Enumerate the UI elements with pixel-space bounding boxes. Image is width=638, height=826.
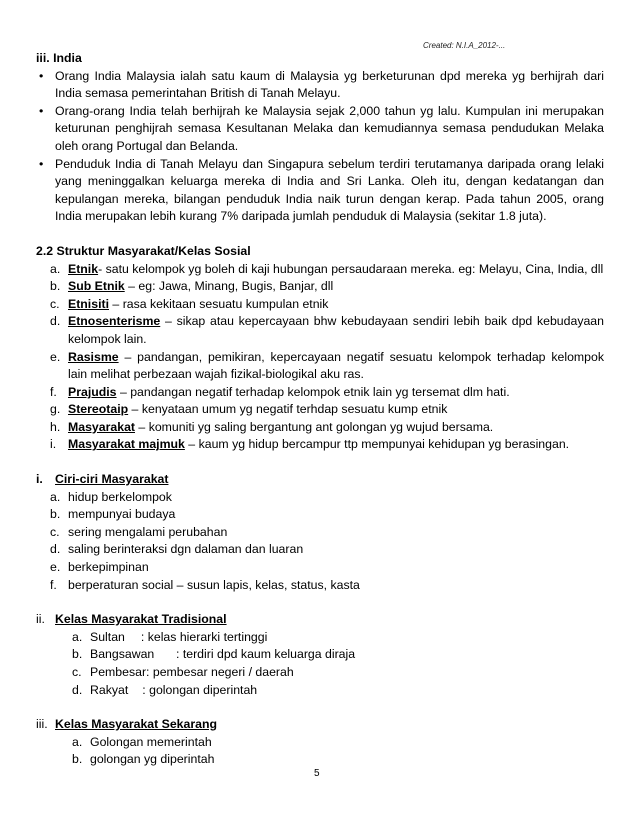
struktur-item-text <box>68 296 604 314</box>
item-marker: b. <box>72 752 83 767</box>
struktur-heading: 2.2 Struktur Masyarakat/Kelas Sosial <box>36 243 251 258</box>
tradisional-heading-row <box>36 611 604 629</box>
ciri-item-text: mempunyai budaya <box>68 507 176 522</box>
sekarang-heading: Kelas Masyarakat Sekarang <box>55 717 218 732</box>
india-bullet-text: Penduduk India di Tanah Melayu dan Singapura sebelum terdiri terutamanya daripada orang lelaki yang meninggalkan keluarga mereka di India and Sri Lanka. Oleh itu, dengan kedatangan dan kepulangan mereka, bilangan penduduk India naik turun dengan kerap. Pada tahun 2005, orang India merupakan lebih kurang 7% daripada jumlah penduduk di Malaysia (sekitar 1.8 juta). <box>55 156 604 224</box>
section-marker: ii. <box>36 612 45 627</box>
struktur-item <box>36 436 604 454</box>
section-marker: iii. <box>36 717 48 732</box>
term-separator: – <box>184 437 199 452</box>
page-content <box>36 50 604 769</box>
item-marker: f. <box>50 384 57 399</box>
bullet-icon: • <box>39 103 44 118</box>
section-marker: i. <box>36 472 43 487</box>
spacer <box>36 226 604 243</box>
struktur-item <box>36 419 604 437</box>
india-heading: iii. India <box>36 51 82 65</box>
page-number: 5 <box>314 768 320 779</box>
created-note: Created: N.I.A_2012-... <box>423 41 506 50</box>
struktur-item-text <box>68 436 604 454</box>
india-bullet-text: Orang-orang India telah berhijrah ke Malaysia sejak 2,000 tahun yg lalu. Kumpulan ini merupakan keturunan penghijrah semasa Kesultanan Melaka dan kemudiannya semasa pendudukan Melaka oleh orang Portugal dan Belanda. <box>55 103 604 153</box>
item-marker: e. <box>50 349 61 364</box>
item-marker: c. <box>50 524 60 539</box>
item-marker: a. <box>72 629 83 644</box>
struktur-term: Stereotaip <box>68 402 129 417</box>
item-marker: d. <box>72 682 83 697</box>
tradisional-term: Rakyat <box>90 682 129 697</box>
item-marker: b. <box>50 279 61 294</box>
term-separator: – <box>135 419 149 434</box>
sekarang-item-text: golongan yg diperintah <box>90 752 215 767</box>
struktur-desc: pandangan negatif terhadap kelompok etnik lain yg tersemat dlm hati. <box>130 384 510 399</box>
tradisional-list <box>36 629 604 699</box>
ciri-item-text: sering mengalami perubahan <box>68 524 228 539</box>
struktur-term: Etnosenterisme <box>68 314 161 329</box>
item-marker: d. <box>50 314 61 329</box>
term-separator: – <box>118 349 138 364</box>
tradisional-item-text <box>90 646 604 664</box>
tradisional-desc: : pembesar negeri / daerah <box>146 665 294 679</box>
tradisional-term: Bangsawan <box>90 647 155 662</box>
tradisional-desc: : terdiri dpd kaum keluarga diraja <box>176 647 356 662</box>
struktur-item <box>36 296 604 314</box>
struktur-desc: pandangan, pemikiran, kepercayaan negatif sesuatu kelompok terhadap kelompok lain melihat perbezaan wajah fizikal-biologikal aku ras. <box>68 349 604 382</box>
ciri-item <box>36 577 604 595</box>
ciri-item <box>36 541 604 559</box>
india-bullet <box>36 156 604 226</box>
item-marker: b. <box>50 507 61 522</box>
term-separator: – <box>116 384 131 399</box>
term-separator: – <box>124 279 139 294</box>
item-marker: i. <box>50 437 57 452</box>
struktur-desc: kenyataan umum yg negatif terhdap sesuatu kump etnik <box>141 402 448 417</box>
struktur-desc: sikap atau kepercayaan bhw kebudayaan sendiri lebih baik dpd kebudayaan kelompok lain. <box>68 314 604 346</box>
struktur-desc: komuniti yg saling bergantung ant golongan yg wujud bersama. <box>148 419 494 434</box>
tradisional-item-text <box>90 682 604 700</box>
item-marker: e. <box>50 560 61 575</box>
spacer <box>36 594 604 611</box>
item-marker: b. <box>72 647 83 662</box>
struktur-term: Etnisiti <box>68 296 109 311</box>
struktur-item-text <box>68 384 604 402</box>
ciri-item-text: berkepimpinan <box>68 560 149 575</box>
ciri-item <box>36 506 604 524</box>
spacer <box>36 699 604 716</box>
struktur-item-text <box>68 419 604 437</box>
sekarang-item <box>36 734 604 752</box>
struktur-term: Masyarakat <box>68 419 135 434</box>
term-separator: – <box>109 296 123 311</box>
item-marker: a. <box>72 734 83 749</box>
ciri-item-text: saling berinteraksi dgn dalaman dan luaran <box>68 542 304 557</box>
item-marker: a. <box>50 261 61 276</box>
struktur-desc: kaum yg hidup bercampur ttp mempunyai kehidupan yg berasingan. <box>198 437 570 452</box>
struktur-term: Sub Etnik <box>68 279 125 294</box>
term-separator: – <box>128 402 142 417</box>
ciri-item <box>36 559 604 577</box>
bullet-icon: • <box>39 156 44 171</box>
struktur-item-text <box>68 349 604 384</box>
ciri-item <box>36 524 604 542</box>
struktur-list <box>36 261 604 455</box>
tradisional-item <box>36 646 604 664</box>
struktur-item-text <box>68 401 604 419</box>
item-marker: h. <box>50 419 61 434</box>
tradisional-item <box>36 664 604 682</box>
struktur-item <box>36 384 604 402</box>
india-bullet-text: Orang India Malaysia ialah satu kaum di Malaysia yg berketurunan dpd mereka yg berhijrah dari India semasa pemerintahan British di Tanah Melayu. <box>55 68 604 101</box>
item-marker: d. <box>50 542 61 557</box>
struktur-item <box>36 401 604 419</box>
sekarang-heading-row <box>36 716 604 734</box>
struktur-item <box>36 349 604 384</box>
india-bullet <box>36 68 604 103</box>
ciri-heading-row <box>36 471 604 489</box>
tradisional-item-text <box>90 629 604 647</box>
sekarang-item-text: Golongan memerintah <box>90 734 212 749</box>
term-separator: – <box>160 314 177 329</box>
ciri-heading: Ciri-ciri Masyarakat <box>55 472 169 487</box>
struktur-term: Rasisme <box>68 349 119 364</box>
struktur-item <box>36 313 604 348</box>
struktur-item <box>36 278 604 296</box>
struktur-desc: satu kelompok yg boleh di kaji hubungan persaudaraan mereka. eg: Melayu, Cina, India, dll <box>105 261 604 276</box>
tradisional-term: Sultan <box>90 629 125 644</box>
india-bullet <box>36 103 604 156</box>
term-separator: - <box>98 261 106 276</box>
ciri-item <box>36 489 604 507</box>
struktur-desc: eg: Jawa, Minang, Bugis, Banjar, dll <box>138 279 334 294</box>
item-marker: f. <box>50 577 57 592</box>
tradisional-item <box>36 629 604 647</box>
struktur-term: Masyarakat majmuk <box>68 437 185 452</box>
item-marker: c. <box>72 665 82 679</box>
struktur-item-text <box>68 313 604 348</box>
spacer <box>36 454 604 471</box>
struktur-item-text <box>68 278 604 296</box>
ciri-list <box>36 489 604 595</box>
tradisional-item-text <box>90 664 604 682</box>
item-marker: c. <box>50 296 60 311</box>
struktur-item-text <box>68 261 604 279</box>
tradisional-desc: : kelas hierarki tertinggi <box>140 629 268 644</box>
bullet-icon: • <box>39 68 44 83</box>
struktur-term: Etnik <box>68 261 99 276</box>
sekarang-item <box>36 751 604 769</box>
sekarang-list <box>36 734 604 769</box>
item-marker: g. <box>50 402 61 417</box>
struktur-term: Prajudis <box>68 384 117 399</box>
struktur-desc: rasa kekitaan sesuatu kumpulan etnik <box>122 296 329 311</box>
tradisional-desc: : golongan diperintah <box>142 682 258 697</box>
item-marker: a. <box>50 489 61 504</box>
tradisional-item <box>36 682 604 700</box>
tradisional-heading: Kelas Masyarakat Tradisional <box>55 612 227 627</box>
ciri-item-text: berperaturan social – susun lapis, kelas, status, kasta <box>68 577 360 592</box>
struktur-item <box>36 261 604 279</box>
ciri-item-text: hidup berkelompok <box>68 489 172 504</box>
tradisional-term: Pembesar <box>90 665 147 679</box>
